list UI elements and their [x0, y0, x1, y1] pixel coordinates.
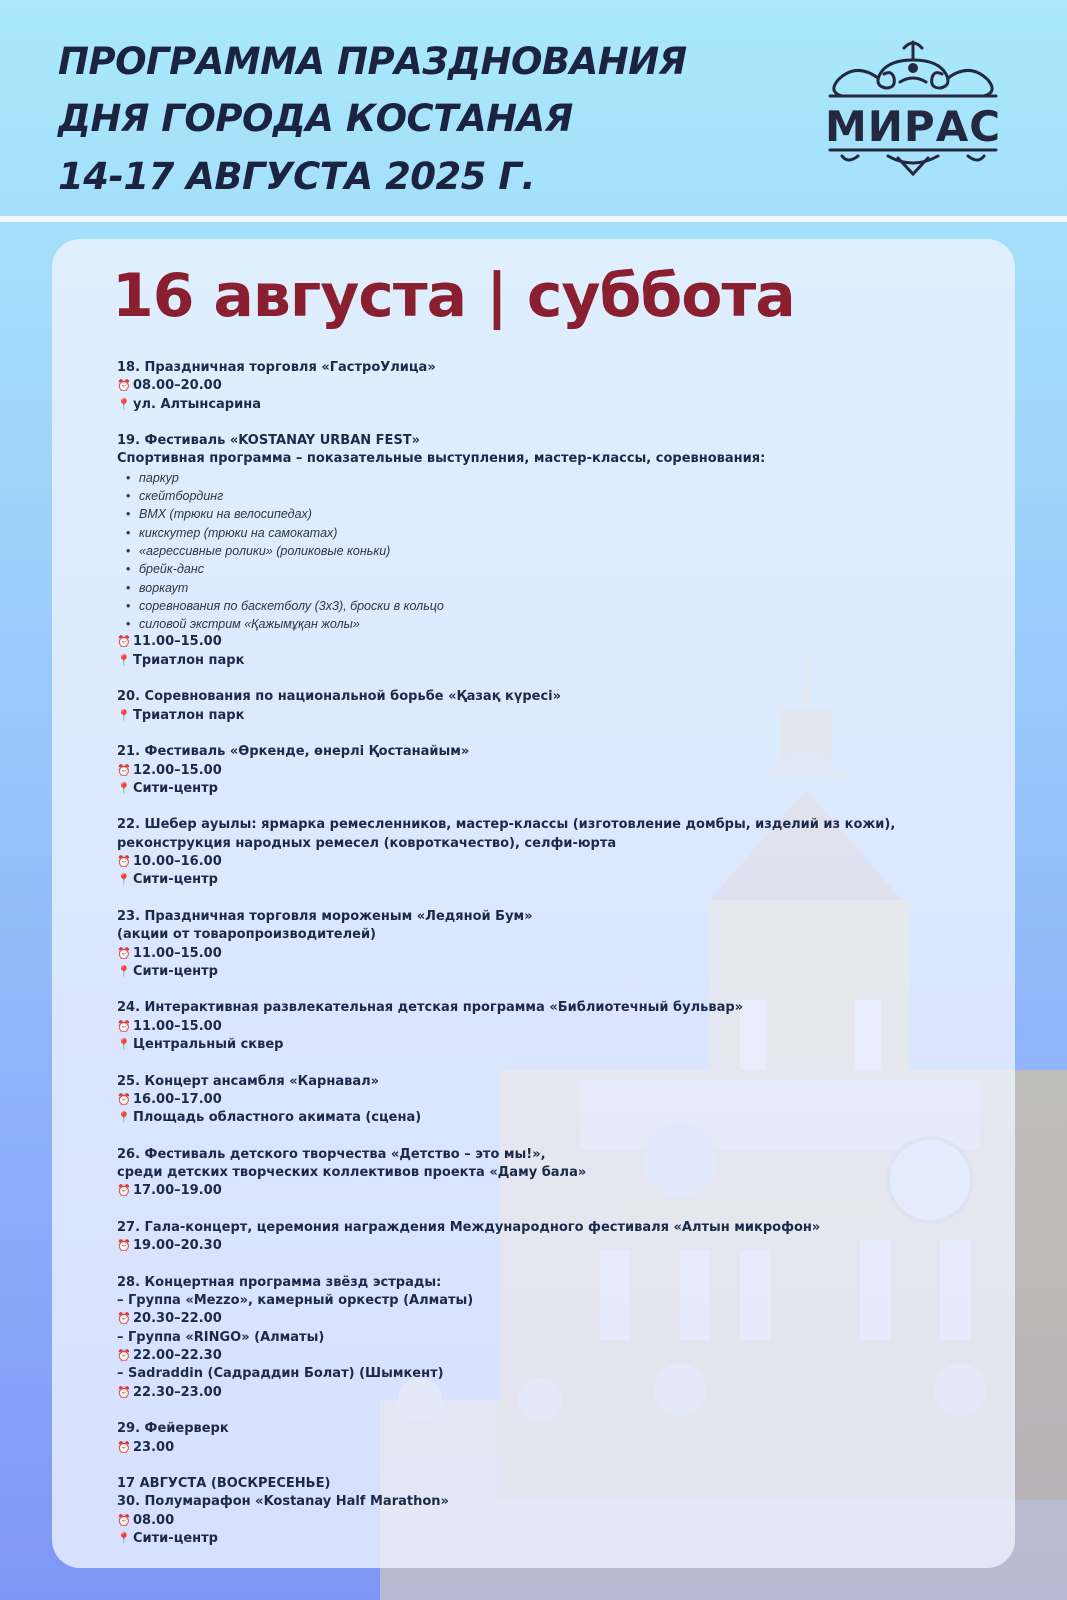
event-time: ⏰ 19.00–20.30: [117, 1237, 997, 1255]
list-item: • BMX (трюки на велосипедах): [139, 505, 997, 523]
event-28: [117, 1274, 997, 1402]
event-place: 📍 Триатлон парк: [117, 652, 997, 670]
event-place: 📍 ул. Алтынсарина: [117, 396, 997, 414]
event-title: 29. Фейерверк: [117, 1421, 229, 1437]
pin-icon: 📍: [117, 397, 131, 411]
page-header: [0, 0, 1067, 216]
event-time: ⏰ 11.00–15.00: [117, 633, 997, 651]
event-title: 19. Фестиваль «KOSTANAY URBAN FEST»: [117, 433, 421, 449]
list-item: • брейк-данс: [139, 560, 997, 578]
event-title: 26. Фестиваль детского творчества «Детство – это мы!»,: [117, 1146, 546, 1162]
pin-icon: 📍: [117, 1037, 131, 1051]
logo-text: МИРАС: [824, 102, 1002, 151]
event-title: 25. Концерт ансамбля «Карнавал»: [117, 1073, 380, 1089]
event-25: [117, 1073, 997, 1128]
event-place: 📍 Триатлон парк: [117, 707, 997, 725]
event-time: ⏰ 16.00–17.00: [117, 1091, 997, 1109]
pin-icon: 📍: [117, 708, 131, 722]
event-title: 24. Интерактивная развлекательная детская программа «Библиотечный бульвар»: [117, 1000, 744, 1016]
clock-icon: ⏰: [117, 1312, 131, 1326]
event-title: 22. Шебер ауылы: ярмарка ремесленников, мастер-классы (изготовление домбры, изделий из кожи), реконструкция народных ремесел (ковроткачество), селфи-юрта: [117, 817, 896, 851]
event-subtitle: (акции от товаропроизводителей): [117, 927, 376, 943]
list-item: • силовой экстрим «Қажымұқан жолы»: [139, 615, 997, 633]
event-time: ⏰ 08.00: [117, 1512, 997, 1530]
act-time: ⏰ 20.30–22.00: [117, 1310, 997, 1328]
clock-icon: ⏰: [117, 855, 131, 869]
event-title: 20. Соревнования по национальной борьбе «Қазақ күресі»: [117, 689, 562, 705]
list-item: • соревнования по баскетболу (3х3), броски в кольцо: [139, 597, 997, 615]
event-time: ⏰ 12.00–15.00: [117, 762, 997, 780]
event-20: [117, 688, 997, 725]
act-name: – Группа «RINGO» (Алматы): [117, 1329, 325, 1345]
clock-icon: ⏰: [117, 763, 131, 777]
clock-icon: ⏰: [117, 1349, 131, 1363]
clock-icon: ⏰: [117, 1513, 131, 1527]
event-21: [117, 743, 997, 798]
event-time: ⏰ 10.00–16.00: [117, 853, 997, 871]
clock-icon: ⏰: [117, 946, 131, 960]
list-item: • скейтбординг: [139, 487, 997, 505]
event-title: 27. Гала-концерт, церемония награждения Международного фестиваля «Алтын микрофон»: [117, 1219, 821, 1235]
pin-icon: 📍: [117, 873, 131, 887]
list-item: • «агрессивные ролики» (роликовые коньки): [139, 542, 997, 560]
act-time: ⏰ 22.30–23.00: [117, 1384, 997, 1402]
event-29: [117, 1420, 997, 1457]
pin-icon: 📍: [117, 1532, 131, 1545]
event-title: 23. Праздничная торговля мороженым «Ледяной Бум»: [117, 908, 533, 924]
day-title: 16 августа | суббота: [112, 261, 795, 331]
title-line-3: 14-17 АВГУСТА 2025 Г.: [58, 155, 536, 198]
clock-icon: ⏰: [117, 1019, 131, 1033]
event-23: [117, 908, 997, 981]
event-27: [117, 1219, 997, 1256]
event-title: 21. Фестиваль «Өркенде, өнерлі Қостанайым»: [117, 744, 470, 760]
sports-list: [117, 469, 997, 634]
event-title: 18. Праздничная торговля «ГастроУлица»: [117, 360, 436, 375]
header-divider: [0, 216, 1067, 222]
clock-icon: ⏰: [117, 1184, 131, 1198]
event-time: ⏰ 08.00–20.00: [117, 377, 997, 395]
title-line-2: ДНЯ ГОРОДА КОСТАНАЯ: [58, 97, 573, 140]
pin-icon: 📍: [117, 1111, 131, 1125]
event-place: 📍 Центральный сквер: [117, 1036, 997, 1054]
event-24: [117, 999, 997, 1054]
event-place: 📍 Площадь областного акимата (сцена): [117, 1109, 997, 1127]
act-name: – Группа «Mezzo», камерный оркестр (Алматы): [117, 1293, 474, 1309]
event-place: 📍 Сити-центр: [117, 963, 997, 981]
event-subtitle: Спортивная программа – показательные выступления, мастер-классы, соревнования:: [117, 451, 766, 467]
clock-icon: ⏰: [117, 635, 131, 649]
event-subtitle: среди детских творческих коллективов проекта «Даму бала»: [117, 1165, 587, 1181]
event-19: [117, 432, 997, 670]
event-18: [117, 359, 997, 414]
event-26: [117, 1146, 997, 1201]
day-heading: 17 АВГУСТА (ВОСКРЕСЕНЬЕ): [117, 1476, 331, 1492]
pin-icon: 📍: [117, 964, 131, 978]
event-time: ⏰ 17.00–19.00: [117, 1182, 997, 1200]
miras-logo: [818, 38, 1008, 178]
clock-icon: ⏰: [117, 1092, 131, 1106]
schedule-card: [52, 239, 1015, 1568]
clock-icon: ⏰: [117, 1440, 131, 1454]
act-time: ⏰ 22.00–22.30: [117, 1347, 997, 1365]
event-30: [117, 1475, 997, 1548]
pin-icon: 📍: [117, 781, 131, 795]
event-time: ⏰ 11.00–15.00: [117, 945, 997, 963]
event-place: 📍 Сити-центр: [117, 1530, 997, 1548]
list-item: • воркаут: [139, 579, 997, 597]
event-title: 28. Концертная программа звёзд эстрады:: [117, 1274, 442, 1290]
clock-icon: ⏰: [117, 379, 131, 393]
title-line-1: ПРОГРАММА ПРАЗДНОВАНИЯ: [58, 40, 687, 83]
clock-icon: ⏰: [117, 1385, 131, 1399]
event-place: 📍 Сити-центр: [117, 780, 997, 798]
pin-icon: 📍: [117, 653, 131, 667]
event-place: 📍 Сити-центр: [117, 871, 997, 889]
event-time: ⏰ 23.00: [117, 1439, 997, 1457]
clock-icon: ⏰: [117, 1239, 131, 1253]
event-time: ⏰ 11.00–15.00: [117, 1018, 997, 1036]
events-list: [117, 359, 997, 1567]
act-name: – Sadraddin (Садраддин Болат) (Шымкент): [117, 1366, 444, 1382]
list-item: • кикскутер (трюки на самокатах): [139, 524, 997, 542]
event-title: 30. Полумарафон «Kostanay Half Marathon»: [117, 1494, 449, 1510]
event-22: [117, 816, 997, 889]
list-item: • паркур: [139, 469, 997, 487]
